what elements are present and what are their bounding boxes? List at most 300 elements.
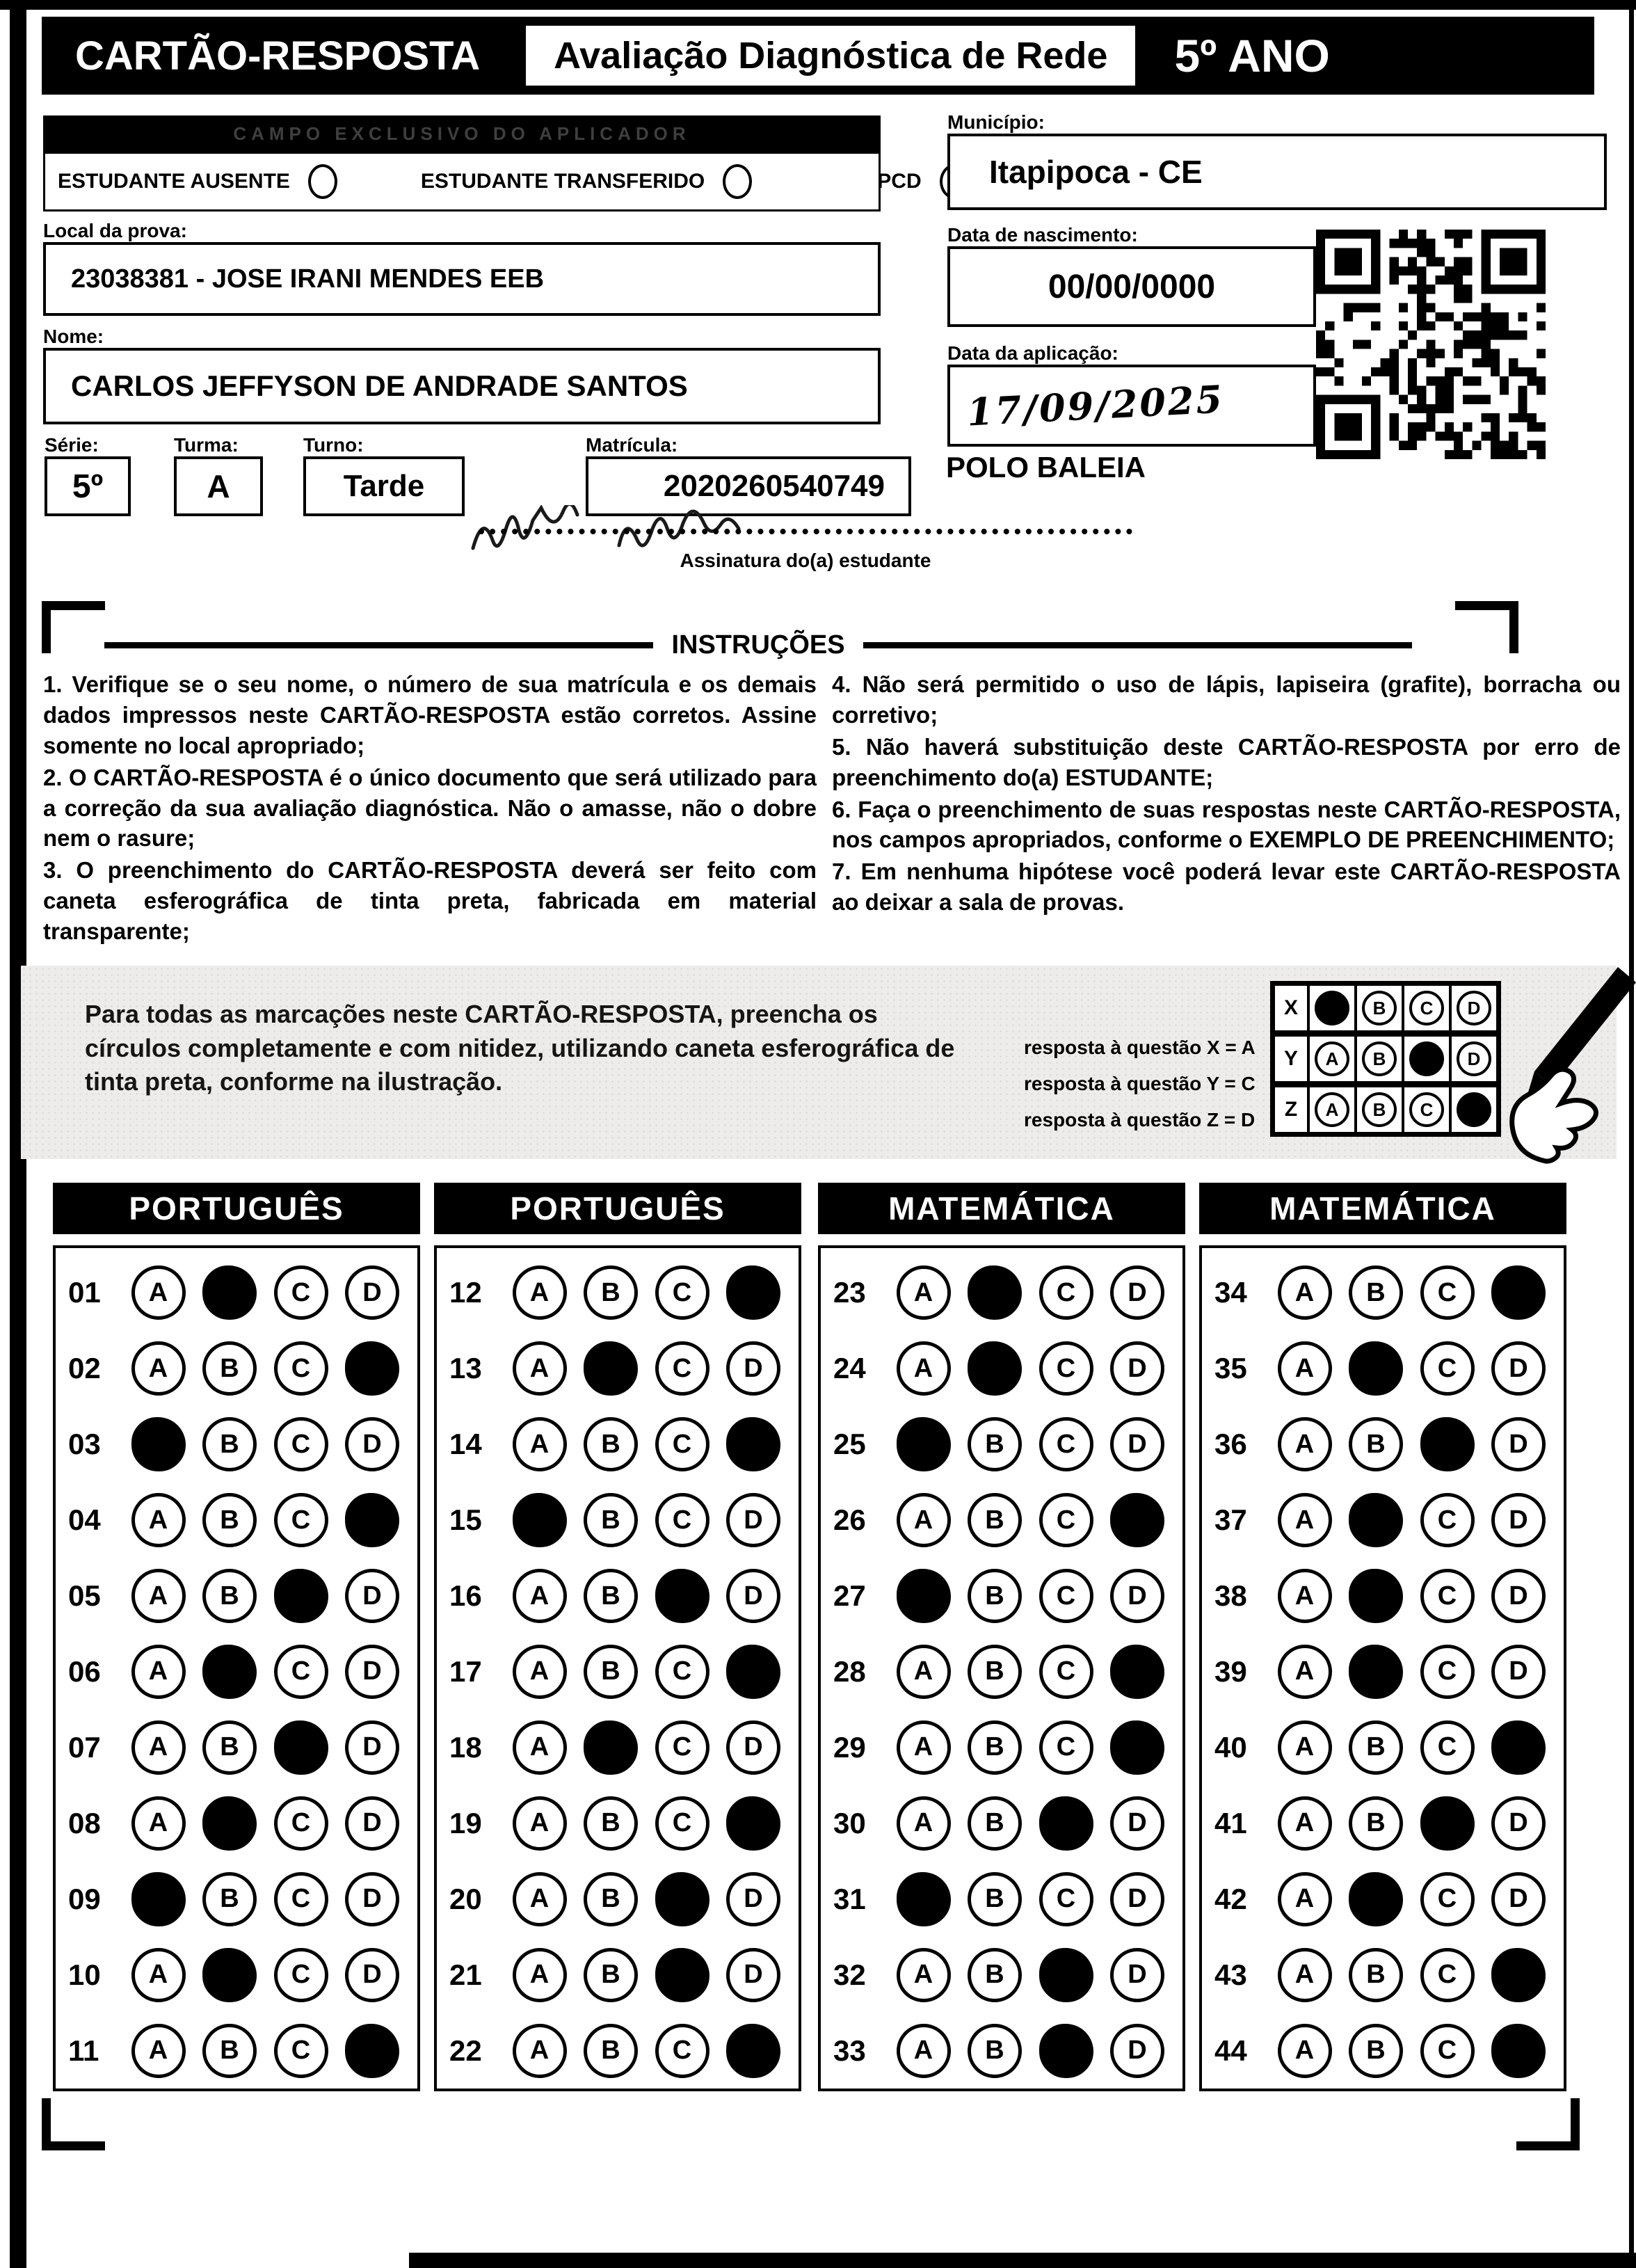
bubble-30-A[interactable]: A	[897, 1796, 951, 1851]
instruction-item: 6. Faça o preenchimento de suas respostas neste CARTÃO-RESPOSTA, nos campos apropriados, conforme o EXEMPLO DE PREENCHIMENTO;	[832, 796, 1621, 853]
answer-row-31	[833, 1861, 1164, 1937]
answer-row-01	[68, 1255, 399, 1331]
bubble-11-C[interactable]: C	[274, 2024, 328, 2078]
nascimento-label: Data de nascimento:	[947, 224, 1138, 246]
answer-row-12	[449, 1255, 780, 1331]
bubble-22-A[interactable]: A	[513, 2024, 567, 2078]
column-subject-header: MATEMÁTICA	[1199, 1183, 1566, 1234]
status-transferred	[421, 164, 752, 199]
bubble-34-A[interactable]: A	[1278, 1265, 1332, 1320]
bubble-25-C[interactable]: C	[1039, 1417, 1093, 1471]
bubble-35-A[interactable]: A	[1278, 1341, 1332, 1396]
answer-row-11	[68, 2013, 399, 2089]
bubble-43-C[interactable]: C	[1420, 1948, 1475, 2002]
answer-row-09	[68, 1861, 399, 1937]
corner-bracket-top-left	[42, 601, 105, 653]
turno-value: Tarde	[343, 469, 425, 503]
bubble-32-D[interactable]: D	[1110, 1948, 1164, 2002]
sheet-title: CARTÃO-RESPOSTA	[75, 33, 481, 79]
bubble-10-B[interactable]	[202, 1948, 257, 2002]
bubble-31-C[interactable]: C	[1039, 1872, 1093, 1926]
answer-row-15	[449, 1483, 780, 1558]
instruction-item: 1. Verifique se o seu nome, o número de sua matrícula e os demais dados impressos neste CARTÃO-RESPOSTA estão corretos. Assine somente no local apropriado;	[43, 671, 817, 758]
turma-field	[174, 456, 263, 516]
bubble-04-A[interactable]: A	[131, 1493, 186, 1547]
question-number: 21	[449, 1958, 482, 1991]
bubble-01-C[interactable]: C	[274, 1265, 328, 1320]
bubble-05-A[interactable]: A	[131, 1569, 186, 1623]
bubble-41-B[interactable]: B	[1349, 1796, 1403, 1851]
bubble-26-A[interactable]: A	[897, 1493, 951, 1547]
bubble-30-B[interactable]: B	[968, 1796, 1022, 1851]
bubble-44-C[interactable]: C	[1420, 2024, 1475, 2078]
answer-column-4	[1199, 1183, 1566, 2091]
bubble-10-C[interactable]: C	[274, 1948, 328, 2002]
question-number: 24	[833, 1352, 866, 1385]
example-cell-Y-A	[1310, 1037, 1354, 1081]
scan-border-bottom	[409, 2253, 1636, 2268]
answer-row-41	[1214, 1785, 1546, 1861]
bubble-06-B[interactable]	[202, 1645, 257, 1699]
local-label: Local da prova:	[43, 220, 187, 241]
bubble-19-B[interactable]: B	[584, 1796, 638, 1851]
bubble-22-D[interactable]	[726, 2024, 780, 2078]
nome-label: Nome:	[43, 326, 104, 347]
bubble-38-A[interactable]: A	[1278, 1569, 1332, 1623]
bubble-13-D[interactable]: D	[726, 1341, 780, 1396]
example-cell-X-B	[1357, 986, 1402, 1030]
qr-code	[1316, 230, 1546, 459]
answer-row-10	[68, 1937, 399, 2013]
bubble-08-D[interactable]: D	[345, 1796, 399, 1851]
bubble-15-C[interactable]: C	[655, 1493, 709, 1547]
bubble-19-C[interactable]: C	[655, 1796, 709, 1851]
bubble-16-D[interactable]: D	[726, 1569, 780, 1623]
bubble-15-B[interactable]: B	[584, 1493, 638, 1547]
question-number: 31	[833, 1882, 866, 1915]
bubble-02-C[interactable]: C	[274, 1341, 328, 1396]
bubble-01-A[interactable]: A	[131, 1265, 186, 1320]
bubble-07-D[interactable]: D	[345, 1720, 399, 1775]
example-row-label: Y	[1275, 1037, 1307, 1081]
bubble-43-B[interactable]: B	[1349, 1948, 1403, 2002]
question-number: 40	[1214, 1730, 1247, 1764]
bubble-27-C[interactable]: C	[1039, 1569, 1093, 1623]
bubble-01-D[interactable]: D	[345, 1265, 399, 1320]
column-body	[1199, 1245, 1566, 2091]
bubble-25-B[interactable]: B	[968, 1417, 1022, 1471]
corner-bracket-bottom-left	[42, 2098, 105, 2150]
bubble-32-C[interactable]	[1039, 1948, 1093, 2002]
bubble-35-C[interactable]: C	[1420, 1341, 1475, 1396]
bubble-15-A[interactable]	[513, 1493, 567, 1547]
bubble-35-D[interactable]: D	[1491, 1341, 1546, 1396]
question-number: 18	[449, 1730, 482, 1764]
bubble-07-A[interactable]: A	[131, 1720, 186, 1775]
aplicacao-value-handwritten: 17/09/2025	[965, 376, 1226, 435]
answer-row-37	[1214, 1483, 1546, 1558]
bubble-42-D[interactable]: D	[1491, 1872, 1546, 1926]
status-absent	[58, 164, 337, 199]
bubble-21-B[interactable]: B	[584, 1948, 638, 2002]
bubble-11-A[interactable]: A	[131, 2024, 186, 2078]
bubble-39-C[interactable]: C	[1420, 1645, 1475, 1699]
question-number: 26	[833, 1503, 866, 1537]
bubble-11-B[interactable]: B	[202, 2024, 257, 2078]
example-note: resposta à questão Y = C	[1024, 1072, 1256, 1094]
answer-row-33	[833, 2013, 1164, 2089]
question-number: 38	[1214, 1579, 1247, 1613]
bubble-02-A[interactable]: A	[131, 1341, 186, 1396]
bubble-28-A[interactable]: A	[897, 1645, 951, 1699]
bubble-11-D[interactable]	[345, 2024, 399, 2078]
example-cell-X-A	[1310, 986, 1354, 1030]
bubble-39-D[interactable]: D	[1491, 1645, 1546, 1699]
answer-row-25	[833, 1407, 1164, 1483]
bubble-05-C[interactable]	[274, 1569, 328, 1623]
answer-row-23	[833, 1255, 1164, 1331]
aplicacao-field	[947, 365, 1316, 447]
answer-row-14	[449, 1407, 780, 1483]
bubble-38-D[interactable]: D	[1491, 1569, 1546, 1623]
turno-label: Turno:	[303, 434, 364, 456]
local-value: 23038381 - JOSE IRANI MENDES EEB	[71, 264, 545, 294]
bubble-16-B[interactable]: B	[584, 1569, 638, 1623]
instructions-title: INSTRUÇÕES	[671, 630, 845, 660]
question-number: 32	[833, 1958, 866, 1991]
municipio-field	[947, 134, 1607, 210]
bubble-08-A[interactable]: A	[131, 1796, 186, 1851]
bubble-34-C[interactable]: C	[1420, 1265, 1475, 1320]
bubble-05-B[interactable]: B	[202, 1569, 257, 1623]
status-absent-bubble[interactable]	[308, 164, 337, 199]
bubble-33-A[interactable]: A	[897, 2024, 951, 2078]
bubble-43-D[interactable]	[1491, 1948, 1546, 2002]
bubble-21-D[interactable]: D	[726, 1948, 780, 2002]
bubble-32-A[interactable]: A	[897, 1948, 951, 2002]
bubble-27-B[interactable]: B	[968, 1569, 1022, 1623]
bubble-38-C[interactable]: C	[1420, 1569, 1475, 1623]
bubble-36-A[interactable]: A	[1278, 1417, 1332, 1471]
question-number: 35	[1214, 1352, 1247, 1385]
bubble-17-D[interactable]	[726, 1645, 780, 1699]
bubble-16-C[interactable]	[655, 1569, 709, 1623]
bubble-41-D[interactable]: D	[1491, 1796, 1546, 1851]
bubble-26-B[interactable]: B	[968, 1493, 1022, 1547]
question-number: 12	[449, 1276, 482, 1309]
bubble-29-A[interactable]: A	[897, 1720, 951, 1775]
bubble-02-B[interactable]: B	[202, 1341, 257, 1396]
bubble-06-D[interactable]: D	[345, 1645, 399, 1699]
bubble-22-B[interactable]: B	[584, 2024, 638, 2078]
bubble-04-B[interactable]: B	[202, 1493, 257, 1547]
bubble-13-A[interactable]: A	[513, 1341, 567, 1396]
instruction-item: 3. O preenchimento do CARTÃO-RESPOSTA deverá ser feito com caneta esferográfica de tinta preta, fabricada em material transparente;	[43, 857, 817, 944]
bubble-18-A[interactable]: A	[513, 1720, 567, 1775]
bubble-25-A[interactable]	[897, 1417, 951, 1471]
bubble-10-A[interactable]: A	[131, 1948, 186, 2002]
question-number: 09	[68, 1882, 101, 1915]
answer-row-20	[449, 1861, 780, 1937]
column-body	[434, 1245, 801, 2091]
question-number: 14	[449, 1428, 482, 1461]
question-number: 11	[68, 2034, 99, 2067]
bubble-29-D[interactable]	[1110, 1720, 1164, 1775]
example-bubble-Z-A: A	[1315, 1092, 1349, 1127]
bubble-20-A[interactable]: A	[513, 1872, 567, 1926]
answer-row-06	[68, 1634, 399, 1710]
bubble-20-C[interactable]	[655, 1872, 709, 1926]
bubble-40-C[interactable]: C	[1420, 1720, 1475, 1775]
bubble-31-D[interactable]: D	[1110, 1872, 1164, 1926]
bubble-39-A[interactable]: A	[1278, 1645, 1332, 1699]
bubble-21-A[interactable]: A	[513, 1948, 567, 2002]
bubble-23-D[interactable]: D	[1110, 1265, 1164, 1320]
status-transferred-label: ESTUDANTE TRANSFERIDO	[420, 170, 705, 193]
bubble-44-B[interactable]: B	[1349, 2024, 1403, 2078]
bubble-20-D[interactable]: D	[726, 1872, 780, 1926]
bubble-19-D[interactable]	[726, 1796, 780, 1851]
bubble-40-A[interactable]: A	[1278, 1720, 1332, 1775]
aplicacao-label: Data da aplicação:	[947, 342, 1118, 364]
bubble-17-B[interactable]: B	[584, 1645, 638, 1699]
answer-row-32	[833, 1937, 1164, 2013]
fill-example-text: Para todas as marcações neste CARTÃO-RESPOSTA, preencha os círculos completamente e com nitidez, utilizando caneta esferográfica de tinta preta, conforme na ilustração.	[85, 1000, 955, 1096]
bubble-36-D[interactable]: D	[1491, 1417, 1546, 1471]
answer-row-07	[68, 1709, 399, 1785]
answer-row-19	[449, 1785, 780, 1861]
bubble-24-C[interactable]: C	[1039, 1341, 1093, 1396]
signature-dotted-line	[479, 529, 1132, 534]
answer-row-22	[449, 2013, 780, 2089]
bubble-41-C[interactable]	[1420, 1796, 1475, 1851]
column-body	[53, 1245, 420, 2091]
bubble-38-B[interactable]	[1349, 1569, 1403, 1623]
example-cell-Y-B	[1357, 1037, 1402, 1081]
bubble-18-C[interactable]: C	[655, 1720, 709, 1775]
example-bubble-Z-C: C	[1409, 1092, 1444, 1127]
bubble-27-D[interactable]: D	[1110, 1569, 1164, 1623]
question-number: 28	[833, 1654, 866, 1688]
column-subject-header: PORTUGUÊS	[434, 1183, 801, 1234]
bubble-09-C[interactable]: C	[274, 1872, 328, 1926]
bubble-14-B[interactable]: B	[584, 1417, 638, 1471]
local-field	[43, 242, 881, 316]
bubble-14-A[interactable]: A	[513, 1417, 567, 1471]
bubble-09-A[interactable]	[131, 1872, 186, 1926]
answer-row-36	[1214, 1407, 1546, 1483]
bubble-33-D[interactable]: D	[1110, 2024, 1164, 2078]
bubble-02-D[interactable]	[345, 1341, 399, 1396]
bubble-33-C[interactable]	[1039, 2024, 1093, 2078]
bubble-12-C[interactable]: C	[655, 1265, 709, 1320]
example-bubble-X-C: C	[1409, 991, 1444, 1025]
bubble-34-D[interactable]	[1491, 1265, 1546, 1320]
answer-row-39	[1214, 1634, 1546, 1710]
bubble-42-B[interactable]	[1349, 1872, 1403, 1926]
bubble-28-C[interactable]: C	[1039, 1645, 1093, 1699]
bubble-15-D[interactable]: D	[726, 1493, 780, 1547]
hand-with-pen-illustration	[1432, 959, 1636, 1167]
bubble-09-B[interactable]: B	[202, 1872, 257, 1926]
example-cell-Z-B	[1357, 1087, 1402, 1132]
bubble-21-C[interactable]	[655, 1948, 709, 2002]
bubble-13-C[interactable]: C	[655, 1341, 709, 1396]
answer-row-03	[68, 1407, 399, 1483]
question-number: 01	[68, 1276, 101, 1309]
bubble-29-B[interactable]: B	[968, 1720, 1022, 1775]
bubble-25-D[interactable]: D	[1110, 1417, 1164, 1471]
bubble-20-B[interactable]: B	[584, 1872, 638, 1926]
example-cell-Z-A	[1310, 1087, 1354, 1132]
bubble-10-D[interactable]: D	[345, 1948, 399, 2002]
bubble-19-A[interactable]: A	[513, 1796, 567, 1851]
bubble-06-C[interactable]: C	[274, 1645, 328, 1699]
bubble-30-D[interactable]: D	[1110, 1796, 1164, 1851]
bubble-35-B[interactable]	[1349, 1341, 1403, 1396]
question-number: 10	[68, 1958, 101, 1991]
bubble-04-C[interactable]: C	[274, 1493, 328, 1547]
bubble-03-C[interactable]: C	[274, 1417, 328, 1471]
status-transferred-bubble[interactable]	[723, 164, 752, 199]
instructions-rule-left	[104, 642, 653, 648]
bubble-31-A[interactable]	[897, 1872, 951, 1926]
bubble-40-B[interactable]: B	[1349, 1720, 1403, 1775]
municipio-label: Município:	[947, 111, 1045, 133]
bubble-28-D[interactable]	[1110, 1645, 1164, 1699]
bubble-14-C[interactable]: C	[655, 1417, 709, 1471]
bubble-03-A[interactable]	[131, 1417, 186, 1471]
bubble-05-D[interactable]: D	[345, 1569, 399, 1623]
bubble-24-D[interactable]: D	[1110, 1341, 1164, 1396]
bubble-37-A[interactable]: A	[1278, 1493, 1332, 1547]
question-number: 13	[449, 1352, 482, 1385]
bubble-36-C[interactable]	[1420, 1417, 1475, 1471]
bubble-23-C[interactable]: C	[1039, 1265, 1093, 1320]
bubble-12-D[interactable]	[726, 1265, 780, 1320]
question-number: 41	[1214, 1806, 1247, 1839]
bubble-06-A[interactable]: A	[131, 1645, 186, 1699]
bubble-28-B[interactable]: B	[968, 1645, 1022, 1699]
example-note: resposta à questão Z = D	[1024, 1108, 1256, 1131]
bubble-31-B[interactable]: B	[968, 1872, 1022, 1926]
bubble-27-A[interactable]	[897, 1569, 951, 1623]
bubble-29-C[interactable]: C	[1039, 1720, 1093, 1775]
bubble-37-B[interactable]	[1349, 1493, 1403, 1547]
bubble-37-C[interactable]: C	[1420, 1493, 1475, 1547]
question-number: 19	[449, 1806, 482, 1839]
bubble-44-D[interactable]	[1491, 2024, 1546, 2078]
answer-row-16	[449, 1558, 780, 1634]
municipio-value: Itapipoca - CE	[989, 154, 1203, 190]
bubble-42-A[interactable]: A	[1278, 1872, 1332, 1926]
bubble-41-A[interactable]: A	[1278, 1796, 1332, 1851]
example-bubble-X-D: D	[1457, 991, 1491, 1025]
bubble-37-D[interactable]: D	[1491, 1493, 1546, 1547]
question-number: 03	[68, 1428, 101, 1461]
question-number: 44	[1214, 2034, 1247, 2067]
bubble-12-A[interactable]: A	[513, 1265, 567, 1320]
bubble-09-D[interactable]: D	[345, 1872, 399, 1926]
bubble-42-C[interactable]: C	[1420, 1872, 1475, 1926]
question-number: 42	[1214, 1882, 1247, 1915]
bubble-07-B[interactable]: B	[202, 1720, 257, 1775]
bubble-18-D[interactable]: D	[726, 1720, 780, 1775]
aplicador-bar-label: CAMPO EXCLUSIVO DO APLICADOR	[233, 122, 691, 144]
scan-border-top	[0, 0, 1636, 10]
bubble-44-A[interactable]: A	[1278, 2024, 1332, 2078]
corner-bracket-bottom-right	[1516, 2098, 1580, 2150]
bubble-22-C[interactable]: C	[655, 2024, 709, 2078]
status-pcd-label: PCD	[877, 170, 922, 193]
bubble-04-D[interactable]	[345, 1493, 399, 1547]
bubble-13-B[interactable]	[584, 1341, 638, 1396]
nascimento-value: 00/00/0000	[1048, 268, 1216, 305]
question-number: 20	[449, 1882, 482, 1915]
bubble-43-A[interactable]: A	[1278, 1948, 1332, 2002]
bubble-26-D[interactable]	[1110, 1493, 1164, 1547]
bubble-17-C[interactable]: C	[655, 1645, 709, 1699]
question-number: 27	[833, 1579, 866, 1613]
bubble-23-A[interactable]: A	[897, 1265, 951, 1320]
column-subject-header: PORTUGUÊS	[53, 1183, 420, 1234]
example-bubble-X-B: B	[1362, 991, 1397, 1025]
bubble-03-D[interactable]: D	[345, 1417, 399, 1471]
answer-row-30	[833, 1785, 1164, 1861]
matricula-label: Matrícula:	[586, 434, 678, 456]
bubble-36-B[interactable]: B	[1349, 1417, 1403, 1471]
answer-row-02	[68, 1331, 399, 1407]
answer-row-42	[1214, 1861, 1546, 1937]
bubble-30-C[interactable]	[1039, 1796, 1093, 1851]
bubble-03-B[interactable]: B	[202, 1417, 257, 1471]
question-number: 33	[833, 2034, 866, 2067]
bubble-14-D[interactable]	[726, 1417, 780, 1471]
bubble-08-C[interactable]: C	[274, 1796, 328, 1851]
question-number: 36	[1214, 1428, 1247, 1461]
answer-row-34	[1214, 1255, 1546, 1331]
bubble-39-B[interactable]	[1349, 1645, 1403, 1699]
bubble-32-B[interactable]: B	[968, 1948, 1022, 2002]
serie-field	[45, 456, 131, 516]
bubble-26-C[interactable]: C	[1039, 1493, 1093, 1547]
nome-field	[43, 348, 881, 424]
question-number: 34	[1214, 1276, 1247, 1309]
bubble-08-B[interactable]	[202, 1796, 257, 1851]
bubble-40-D[interactable]	[1491, 1720, 1546, 1775]
example-bubble-Y-B: B	[1362, 1041, 1397, 1076]
bubble-33-B[interactable]: B	[968, 2024, 1022, 2078]
bubble-34-B[interactable]: B	[1349, 1265, 1403, 1320]
bubble-17-A[interactable]: A	[513, 1645, 567, 1699]
bubble-24-B[interactable]	[968, 1341, 1022, 1396]
bubble-07-C[interactable]	[274, 1720, 328, 1775]
bubble-24-A[interactable]: A	[897, 1341, 951, 1396]
bubble-23-B[interactable]	[968, 1265, 1022, 1320]
bubble-18-B[interactable]	[584, 1720, 638, 1775]
instruction-item: 5. Não haverá substituição deste CARTÃO-RESPOSTA por erro de preenchimento do(a) ESTUDANTE;	[832, 733, 1621, 790]
instruction-item: 4. Não será permitido o uso de lápis, lapiseira (grafite), borracha ou corretivo;	[832, 671, 1621, 728]
question-number: 29	[833, 1730, 866, 1764]
bubble-01-B[interactable]	[202, 1265, 257, 1320]
bubble-12-B[interactable]: B	[584, 1265, 638, 1320]
status-absent-label: ESTUDANTE AUSENTE	[58, 170, 290, 193]
answer-row-17	[449, 1634, 780, 1710]
serie-value: 5º	[72, 468, 104, 505]
student-status-box	[43, 152, 922, 211]
bubble-16-A[interactable]: A	[513, 1569, 567, 1623]
corner-bracket-top-right	[1455, 601, 1518, 653]
